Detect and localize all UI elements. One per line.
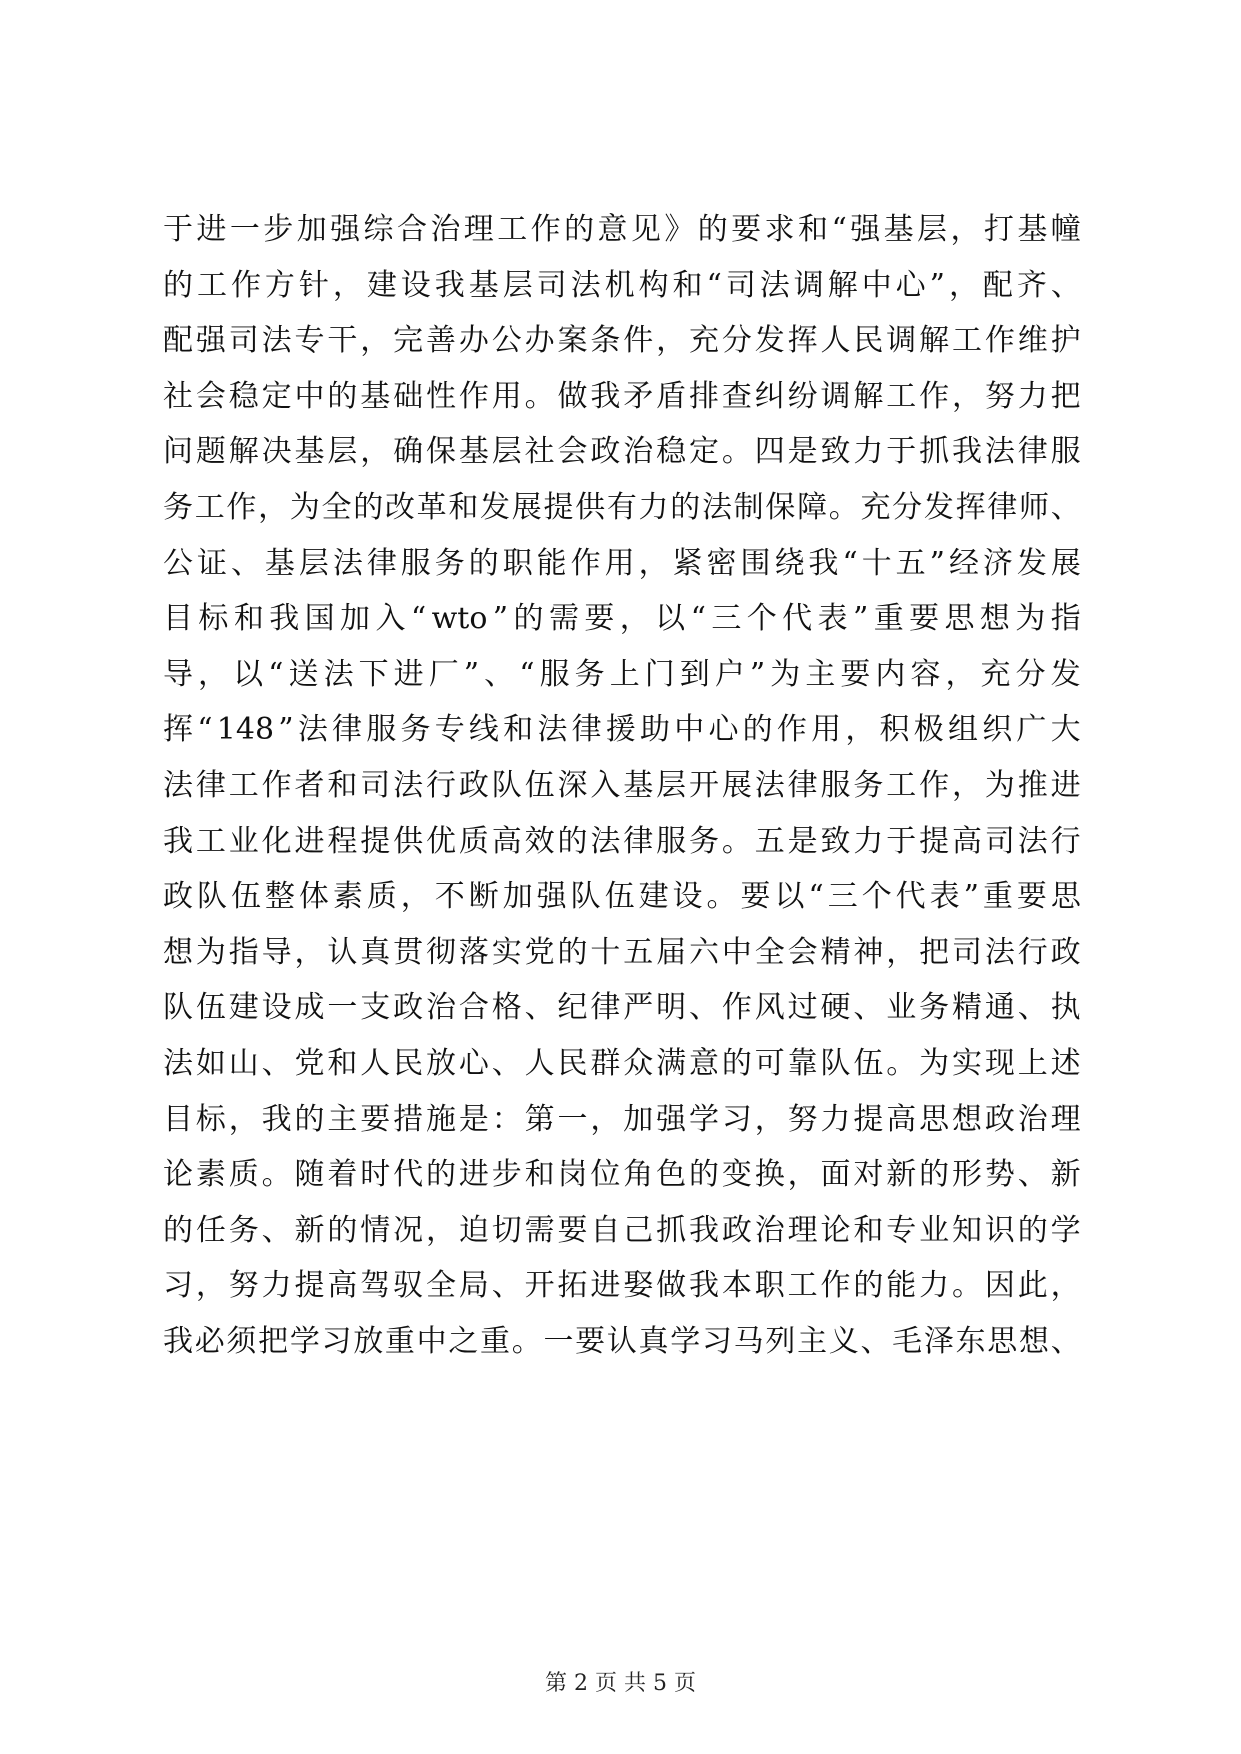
body-line: 的 任 务 、 新 的 情 况 ， 迫 切 需 要 自 己 抓 我 政 治 理 论 和 专 业 知 识 的 学 [163,1212,1081,1248]
body-line: 习 ， 努 力 提 高 驾 驭 全 局 、 开 拓 进 娶 做 我 本 职 工 作 的 能 力 。 因 此 ， [163,1268,1081,1304]
body-line: 目 标 和 我 国 加 入 “ wto ” 的 需 要 ， 以 “ 三 个 代 表 ” 重 要 思 想 为 指 [163,601,1081,637]
body-line: 政 队 伍 整 体 素 质 ， 不 断 加 强 队 伍 建 设 。 要 以 “ 三 个 代 表 ” 重 要 思 [163,879,1081,915]
body-line: 法 如 山 、 党 和 人 民 放 心 、 人 民 群 众 满 意 的 可 靠 队 伍 。 为 实 现 上 述 [163,1046,1081,1081]
body-line: 法 律 工 作 者 和 司 法 行 政 队 伍 深 入 基 层 开 展 法 律 服 务 工 作 ， 为 推 进 [163,768,1081,803]
body-line: 务 工 作 ， 为 全 的 改 革 和 发 展 提 供 有 力 的 法 制 保 障 。 充 分 发 挥 律 师 、 [163,490,1081,525]
body-line: 问 题 解 决 基 层 ， 确 保 基 层 社 会 政 治 稳 定 。 四 是 致 力 于 抓 我 法 律 服 [163,434,1081,470]
body-line: 配 强 司 法 专 干 ， 完 善 办 公 办 案 条 件 ， 充 分 发 挥 人 民 调 解 工 作 维 护 [163,323,1081,359]
body-line: 我 工 业 化 进 程 提 供 优 质 高 效 的 法 律 服 务 。 五 是 致 力 于 提 高 司 法 行 [163,823,1081,859]
body-line: 想 为 指 导 ， 认 真 贯 彻 落 实 党 的 十 五 届 六 中 全 会 精 神 ， 把 司 法 行 政 [163,934,1081,970]
body-line: 的 工 作 方 针 ， 建 设 我 基 层 司 法 机 构 和 “ 司 法 调 解 中 心 ” ， 配 齐 、 [163,267,1081,303]
page-footer: 第 2 页 共 5 页 [545,1671,696,1696]
body-line: 挥 “ 148 ” 法 律 服 务 专 线 和 法 律 援 助 中 心 的 作 用 ， 积 极 组 织 广 大 [163,712,1081,748]
body-line: 我 必 须 把 学 习 放 重 中 之 重 。 一 要 认 真 学 习 马 列 主 义 、 毛 泽 东 思 想 、 [163,1324,1081,1359]
body-line: 队 伍 建 设 成 一 支 政 治 合 格 、 纪 律 严 明 、 作 风 过 硬 、 业 务 精 通 、 执 [163,990,1081,1026]
body-line: 公 证 、 基 层 法 律 服 务 的 职 能 作 用 ， 紧 密 围 绕 我 “ 十 五 ” 经 济 发 展 [163,545,1081,581]
body-line: 社 会 稳 定 中 的 基 础 性 作 用 。 做 我 矛 盾 排 查 纠 纷 调 解 工 作 ， 努 力 把 [163,378,1081,414]
body-line: 导 ， 以 “ 送 法 下 进 厂 ” 、 “ 服 务 上 门 到 户 ” 为 主 要 内 容 ， 充 分 发 [163,656,1081,692]
body-line: 于 进 一 步 加 强 综 合 治 理 工 作 的 意 见 》 的 要 求 和 “ 强 基 层 ， 打 基 幢 [163,212,1081,247]
body-line: 目 标 ， 我 的 主 要 措 施 是 ： 第 一 ， 加 强 学 习 ， 努 力 提 高 思 想 政 治 理 [163,1101,1081,1137]
body-line: 论 素 质 。 随 着 时 代 的 进 步 和 岗 位 角 色 的 变 换 ， 面 对 新 的 形 势 、 新 [163,1157,1081,1193]
